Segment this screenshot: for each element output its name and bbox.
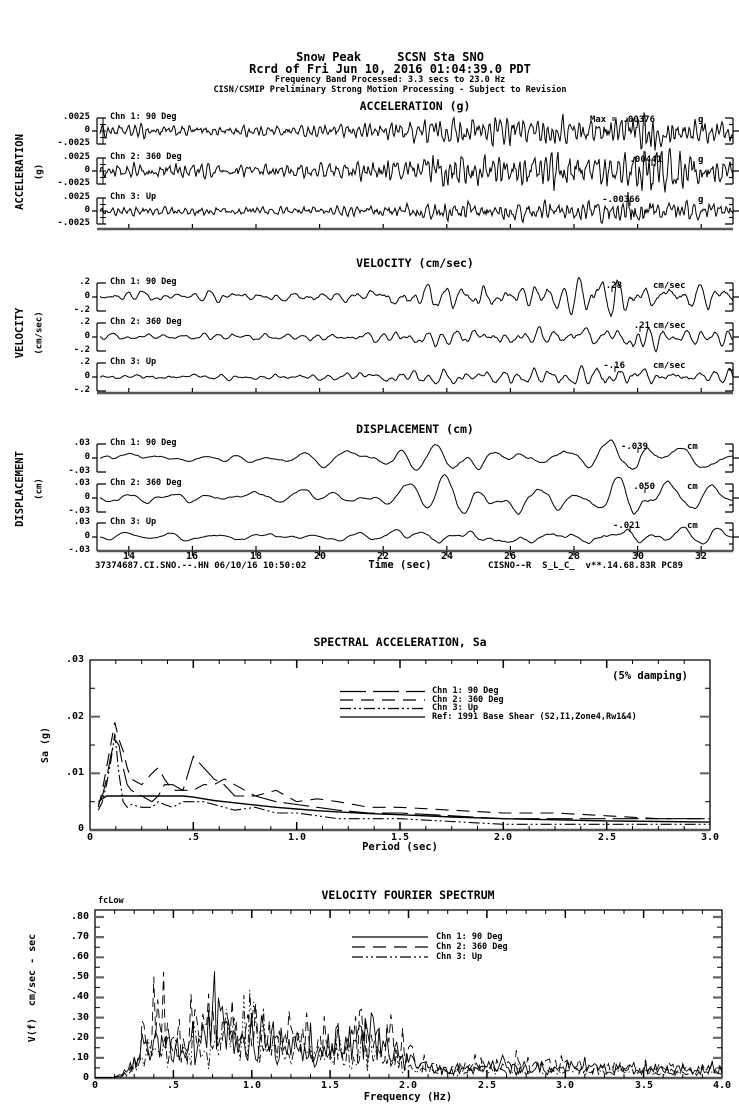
accel-t2-ytick-zero: 0 xyxy=(84,165,90,175)
time-tick-28: 28 xyxy=(567,551,581,562)
fv-ylabel: V(f) cm/sec - sec xyxy=(27,933,38,1043)
processing-footer: CISNO--R S_L_C_ v**.14.68.83R PC89 xyxy=(488,561,684,571)
accel-panel-title: ACCELERATION (g) xyxy=(359,99,471,113)
sa-title: SPECTRAL ACCELERATION, Sa xyxy=(313,635,487,649)
sa-legend-ref: Ref: 1991 Base Shear (S2,I1,Zone4,Rw1&4) xyxy=(432,711,637,722)
disp-t3-peak-unit: cm xyxy=(687,521,698,531)
fv-ytick-80: .80 xyxy=(70,911,89,922)
fv-ytick-50: .50 xyxy=(70,971,89,982)
vel-t1-ytick-bot: -.2 xyxy=(73,305,90,315)
sa-xlabel: Period (sec) xyxy=(362,841,438,853)
time-tick-26: 26 xyxy=(503,551,517,562)
vel-t3-ytick-top: .2 xyxy=(79,357,90,367)
fv-xtick-25: 2.5 xyxy=(477,1080,497,1091)
accel-t1-ytick-top: .0025 xyxy=(62,112,90,122)
fv-xtick-0: 0 xyxy=(91,1080,99,1091)
vel-t1-ytick-zero: 0 xyxy=(84,291,90,301)
time-tick-32: 32 xyxy=(694,551,708,562)
fv-xtick-15: 1.5 xyxy=(320,1080,340,1091)
vel-t2-ytick-bot: -.2 xyxy=(73,345,90,355)
time-axis-label: Time (sec) xyxy=(368,559,432,571)
accel-t3-peak-value: -.00366 xyxy=(602,195,640,205)
vel-t1-ytick-top: .2 xyxy=(79,277,90,287)
accel-t3-ytick-zero: 0 xyxy=(84,205,90,215)
sa-xtick-15: 1.5 xyxy=(390,832,410,843)
time-tick-20: 20 xyxy=(313,551,327,562)
accel-t3-ytick-top: .0025 xyxy=(62,192,90,202)
fv-xtick-05: .5 xyxy=(166,1080,180,1091)
fv-xtick-40: 4.0 xyxy=(712,1080,732,1091)
accel-t2-ytick-top: .0025 xyxy=(62,152,90,162)
accel-t2-peak-unit: g xyxy=(698,155,704,165)
header-station-line: Snow Peak SCSN Sta SNO xyxy=(296,50,484,64)
disp-t1-channel-label: Chn 1: 90 Deg xyxy=(110,438,177,448)
vel-panel-title: VELOCITY (cm/sec) xyxy=(356,256,474,270)
accel-t3-ytick-bot: -.0025 xyxy=(57,218,90,228)
sa-xtick-30: 3.0 xyxy=(700,832,720,843)
accel-t2-channel-label: Chn 2: 360 Deg xyxy=(110,152,182,162)
sa-ytick-01: .01 xyxy=(65,767,84,778)
sa-legend-chn1: Chn 1: 90 Deg xyxy=(432,686,499,696)
header-band-line: Frequency Band Processed: 3.3 secs to 23.0 Hz xyxy=(274,75,506,85)
time-tick-14: 14 xyxy=(122,551,136,562)
disp-t2-peak-value: .050 xyxy=(633,482,655,492)
vel-t2-peak-unit: cm/sec xyxy=(653,321,686,331)
sa-xtick-0: 0 xyxy=(86,832,94,843)
disp-t1-ytick-zero: 0 xyxy=(84,452,90,462)
disp-side-unit: (cm) xyxy=(34,478,45,500)
time-tick-30: 30 xyxy=(631,551,645,562)
disp-t1-peak-value: -.039 xyxy=(620,442,648,452)
accel-t1-channel-label: Chn 1: 90 Deg xyxy=(110,112,177,122)
accel-t1-peak-value: Max = .00376 xyxy=(589,115,655,125)
vel-t3-ytick-bot: -.2 xyxy=(73,385,90,395)
fv-ytick-40: .40 xyxy=(70,991,89,1002)
disp-t3-ytick-bot: -.03 xyxy=(68,545,90,555)
vel-t3-ytick-zero: 0 xyxy=(84,371,90,381)
sa-xtick-05: .5 xyxy=(186,832,200,843)
accel-t1-ytick-bot: -.0025 xyxy=(57,138,90,148)
vel-t1-channel-label: Chn 1: 90 Deg xyxy=(110,277,177,287)
accel-t2-peak-value: .00441 xyxy=(629,155,662,165)
accel-t1-peak-unit: g xyxy=(698,115,704,125)
fv-ytick-60: .60 xyxy=(70,951,89,962)
disp-t2-ytick-zero: 0 xyxy=(84,492,90,502)
sa-ytick-02: .02 xyxy=(65,711,84,722)
vel-t3-peak-value: -.16 xyxy=(603,361,625,371)
vel-t2-peak-value: .21 xyxy=(633,321,650,331)
disp-t3-ytick-top: .03 xyxy=(73,517,90,527)
accel-side-unit: (g) xyxy=(34,163,45,181)
fv-ytick-70: .70 xyxy=(70,931,89,942)
fv-ytick-0: 0 xyxy=(82,1072,89,1083)
disp-t1-ytick-bot: -.03 xyxy=(68,466,90,476)
time-tick-22: 22 xyxy=(376,551,390,562)
fv-ytick-10: .10 xyxy=(70,1052,89,1063)
record-id-footer: 37374687.CI.SNO.--.HN 06/10/16 10:50:02 xyxy=(95,561,307,571)
vel-t2-channel-label: Chn 2: 360 Deg xyxy=(110,317,182,327)
accel-t3-channel-label: Chn 3: Up xyxy=(110,192,157,202)
disp-t2-peak-unit: cm xyxy=(687,482,698,492)
accel-t3-peak-unit: g xyxy=(698,195,704,205)
vel-t1-peak-unit: cm/sec xyxy=(653,281,686,291)
sa-xtick-20: 2.0 xyxy=(493,832,513,843)
vel-t3-peak-unit: cm/sec xyxy=(653,361,686,371)
fv-ytick-20: .20 xyxy=(70,1032,89,1043)
disp-t1-peak-unit: cm xyxy=(687,442,698,452)
fv-legend-chn2: Chn 2: 360 Deg xyxy=(436,941,508,952)
fv-xtick-20: 2.0 xyxy=(398,1080,418,1091)
vel-t1-peak-value: .28 xyxy=(605,281,622,291)
fv-xtick-35: 3.5 xyxy=(634,1080,654,1091)
sa-legend-chn2: Chn 2: 360 Deg xyxy=(432,694,504,705)
time-tick-16: 16 xyxy=(185,551,199,562)
fv-legend-chn1: Chn 1: 90 Deg xyxy=(436,931,503,942)
fv-legend-chn3: Chn 3: Up xyxy=(436,951,483,962)
sa-ytick-03: .03 xyxy=(65,654,84,665)
disp-side-label: DISPLACEMENT xyxy=(13,451,26,527)
vel-t3-channel-label: Chn 3: Up xyxy=(110,357,157,367)
fv-xtick-30: 3.0 xyxy=(555,1080,575,1091)
vel-side-unit: (cm/sec) xyxy=(34,311,45,355)
fv-ytick-30: .30 xyxy=(70,1012,89,1023)
vel-t2-ytick-top: .2 xyxy=(79,317,90,327)
time-tick-24: 24 xyxy=(440,551,454,562)
sa-xtick-25: 2.5 xyxy=(597,832,617,843)
sa-damping-note: (5% damping) xyxy=(612,670,688,682)
disp-t3-ytick-zero: 0 xyxy=(84,531,90,541)
header-record-line: Rcrd of Fri Jun 10, 2016 01:04:39.0 PDT xyxy=(249,62,531,76)
disp-t3-channel-label: Chn 3: Up xyxy=(110,517,157,527)
time-tick-18: 18 xyxy=(249,551,263,562)
fv-xlabel: Frequency (Hz) xyxy=(363,1091,453,1103)
disp-t2-ytick-top: .03 xyxy=(73,478,90,488)
disp-panel-title: DISPLACEMENT (cm) xyxy=(356,422,474,436)
disp-t3-peak-value: -.021 xyxy=(612,521,640,531)
accel-t2-ytick-bot: -.0025 xyxy=(57,178,90,188)
disp-t2-channel-label: Chn 2: 360 Deg xyxy=(110,478,182,488)
accel-t1-ytick-zero: 0 xyxy=(84,125,90,135)
fv-title: VELOCITY FOURIER SPECTRUM xyxy=(321,888,495,902)
vel-t2-ytick-zero: 0 xyxy=(84,331,90,341)
sa-legend-chn3: Chn 3: Up xyxy=(432,703,479,713)
disp-t1-ytick-top: .03 xyxy=(73,438,90,448)
header-disclaimer-line: CISN/CSMIP Preliminary Strong Motion Processing - Subject to Revision xyxy=(213,85,567,95)
sa-ylabel: Sa (g) xyxy=(40,726,51,764)
disp-t2-ytick-bot: -.03 xyxy=(68,506,90,516)
fv-xtick-10: 1.0 xyxy=(242,1080,262,1091)
accel-side-label: ACCELERATION xyxy=(13,134,26,210)
sa-ytick-0: 0 xyxy=(77,823,84,834)
vel-side-label: VELOCITY xyxy=(13,307,26,359)
fv-corner-frequency-marker: fcLow xyxy=(98,896,124,906)
sa-xtick-10: 1.0 xyxy=(287,832,307,843)
